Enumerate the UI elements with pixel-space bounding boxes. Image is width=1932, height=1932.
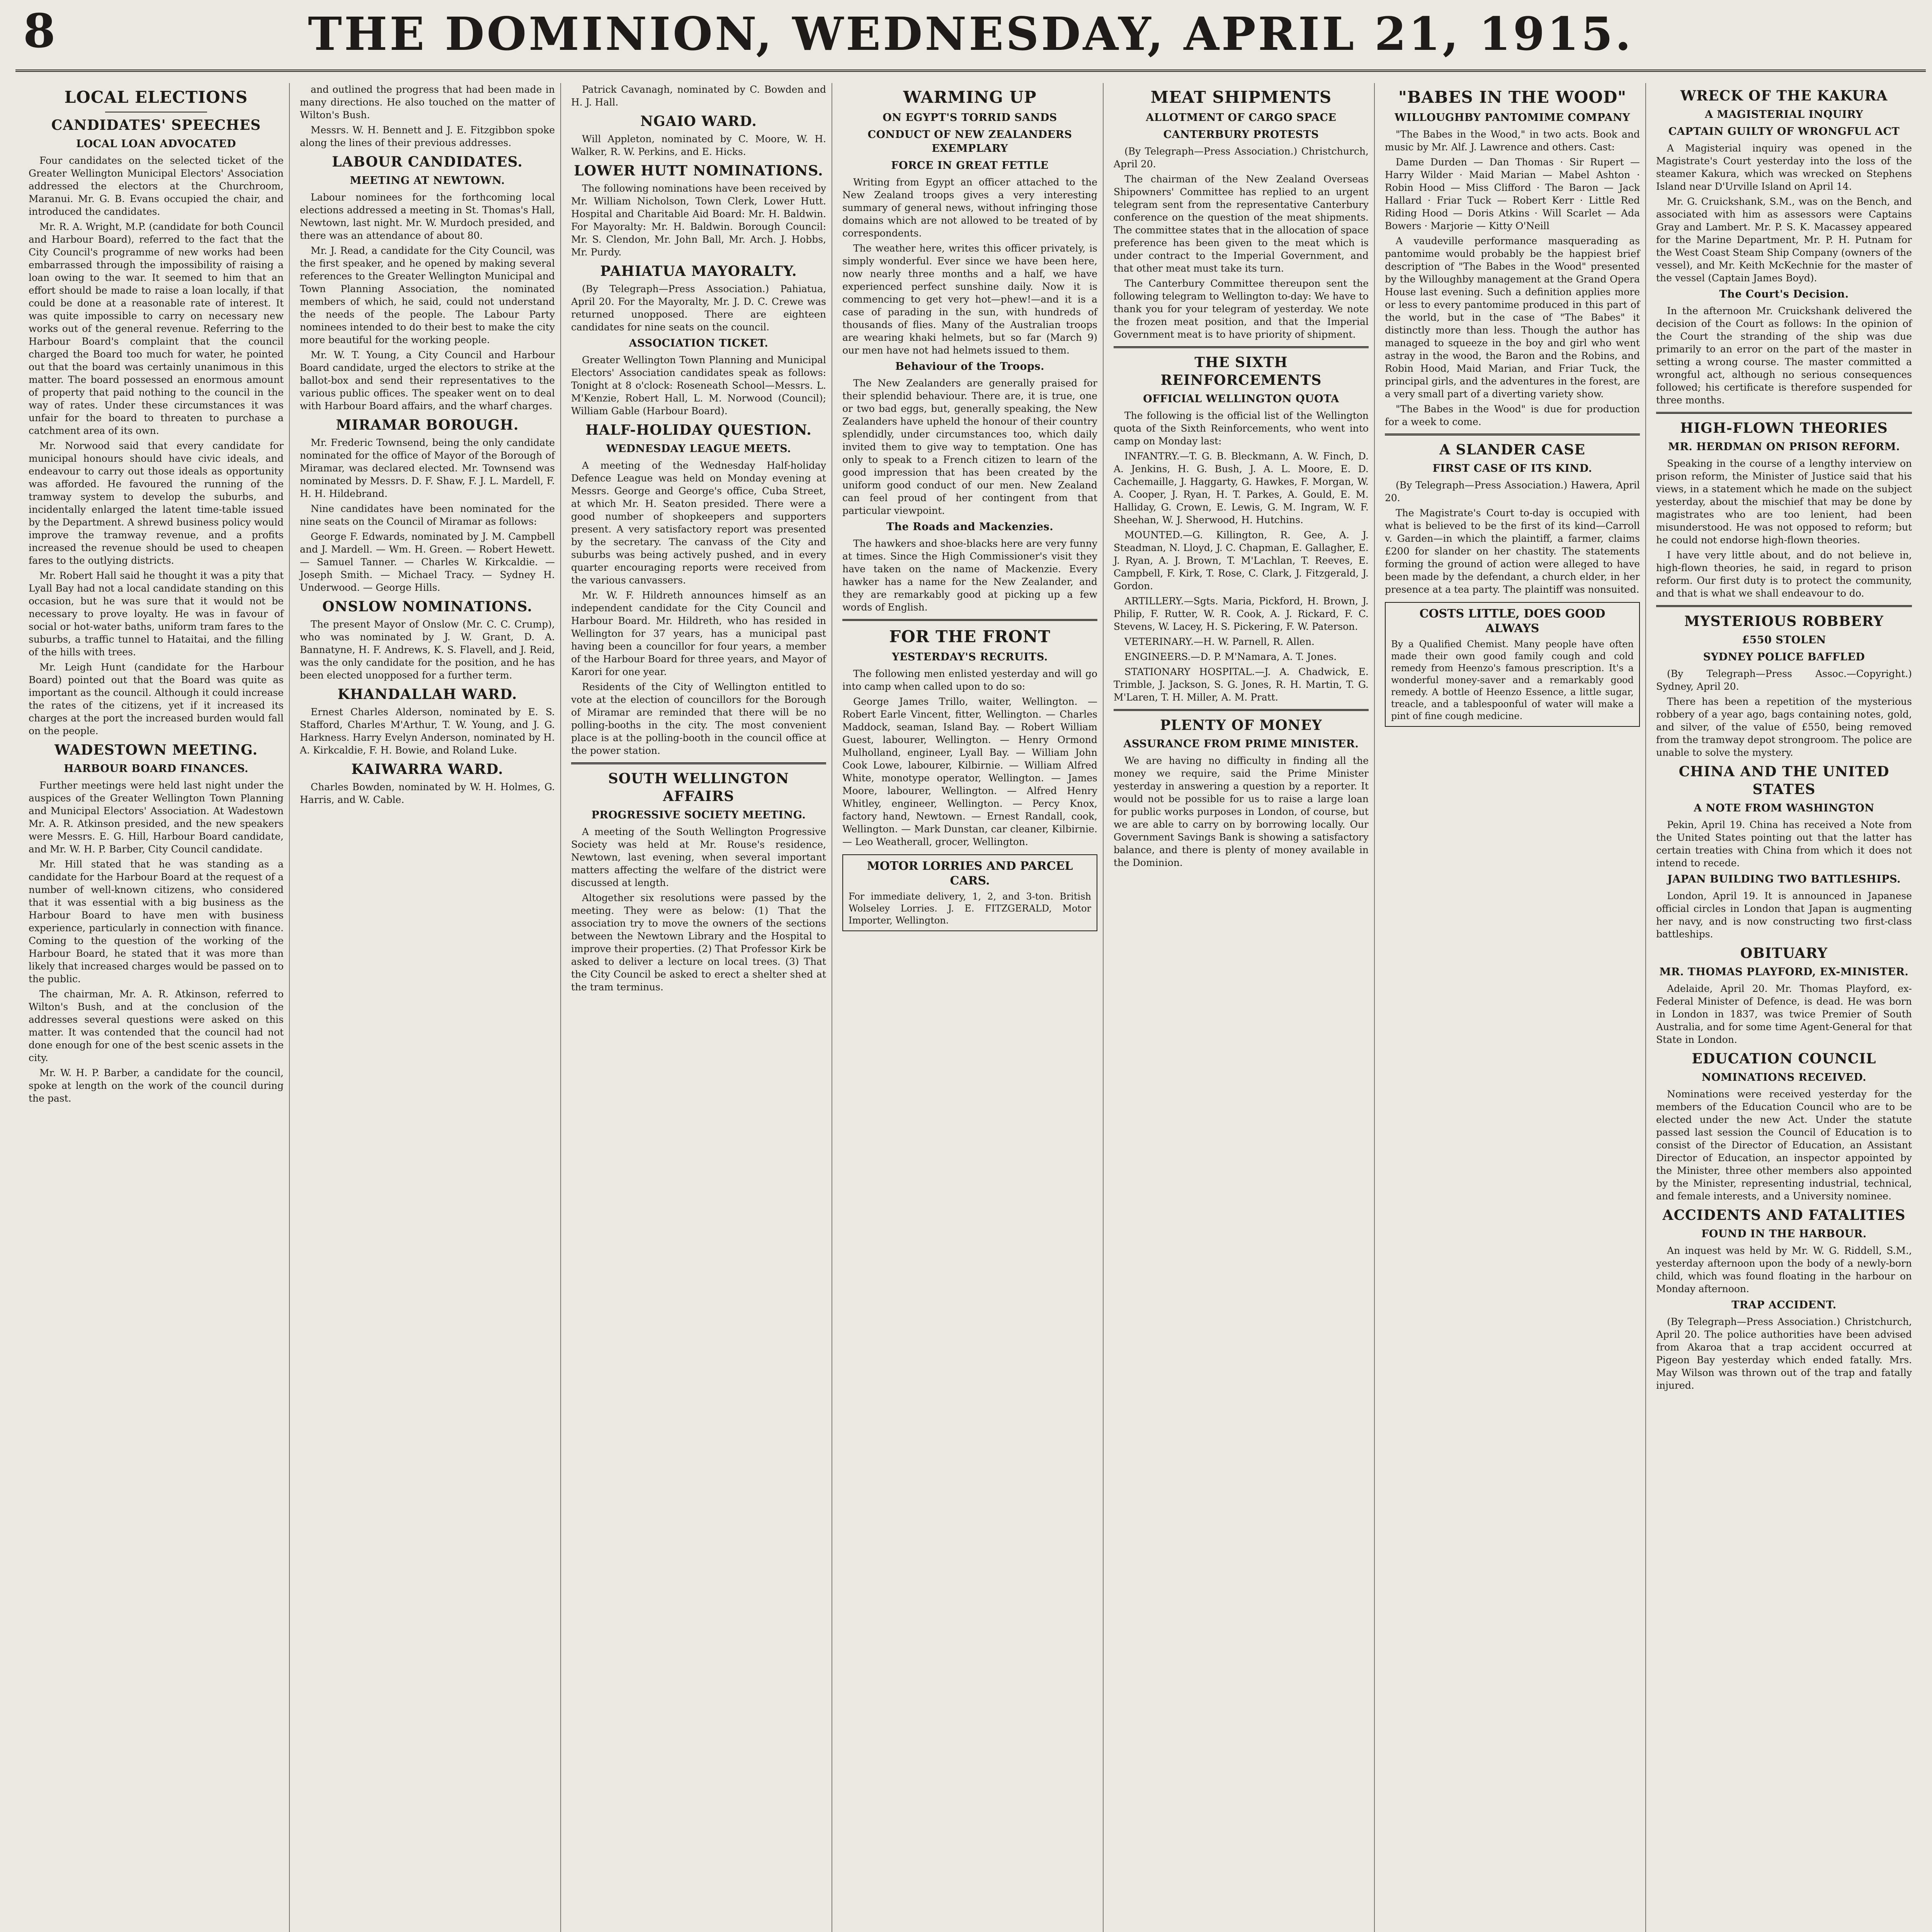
cast-list: Dame Durden — Dan Thomas · Sir Rupert — Harry Wilder · Maid Marian — Mabel Ashton · Robin Hood — Miss Clifford · The Baron — Jack Hallard · Friar Tuck — Robert Kerr · Little Red Riding Hood — Doris Atkins · Will Scarlet — Ada Bowers · Marjorie — Kitty O'Neill — [1385, 156, 1640, 231]
divider — [842, 619, 1097, 621]
roster-infantry: INFANTRY.—T. G. B. Bleckmann, A. W. Finch, D. A. Jenkins, H. G. Bush, J. A. L. Moore, E. D. Cachemaille, J. Haggarty, G. Hawkes, F. Morgan, W. A. Cooper, J. Ryan, H. T. Parkes, A. Gould, E. M. Halliday, G. Crown, E. Lewis, G. M. Ingram, W. F. Sheehan, W. J. Sherwood, H. Hutchins. — [1114, 451, 1369, 526]
subhead-meeting-at-newtown: MEETING AT NEWTOWN. — [350, 175, 505, 187]
article-paragraph: "The Babes in the Wood" is due for production for a week to come. — [1385, 403, 1640, 427]
article-paragraph: The chairman of the New Zealand Overseas Shipowners' Committee has replied to an urgent telegram sent from the representative Canterbury conference on the question of the meat shipments. The committee states that in the allocation of space preference has been given to the meat which is under contract to the Imperial Government, and that other meat must take its turn. — [1114, 173, 1369, 274]
article-paragraph: Pekin, April 19. China has received a Note from the United States pointing out that the latter has certain treaties with China from which it does not intend to recede. — [1656, 819, 1912, 869]
headline-pahiatua-mayoralty: PAHIATUA MAYORALTY. — [600, 263, 797, 279]
roster-veterinary: VETERINARY.—H. W. Parnell, R. Allen. — [1124, 636, 1315, 647]
article-paragraph: Residents of the City of Wellington entitled to vote at the election of councillors for the Borough of Miramar are reminded that there will be no polling-booths in the city. The most convenient place is at the polling-booth in the council office at the power station. — [571, 681, 826, 756]
headline-khandallah-ward: KHANDALLAH WARD. — [337, 686, 517, 702]
headline-meat-shipments: MEAT SHIPMENTS — [1150, 88, 1332, 107]
article-paragraph: An inquest was held by Mr. W. G. Riddell, S.M., yesterday afternoon upon the body of a newly-born child, which was found floating in the harbour on Monday afternoon. — [1656, 1245, 1912, 1294]
headline-obituary: OBITUARY — [1740, 945, 1828, 961]
article-paragraph: "The Babes in the Wood," in two acts. Book and music by Mr. Alf. J. Lawrence and others. Cast: — [1385, 129, 1640, 153]
subhead-association-ticket: ASSOCIATION TICKET. — [629, 337, 769, 349]
article-paragraph: Mr. Leigh Hunt (candidate for the Harbour Board) pointed out that the Board was quite as important as the council. Although it could increase the rates of the citizens, yet if it increased its charges at the port the increased burden would fall on the people. — [29, 662, 284, 736]
headline-slander-case: A SLANDER CASE — [1439, 442, 1585, 458]
subhead-magisterial-inquiry: A MAGISTERIAL INQUIRY — [1705, 109, 1863, 121]
subhead-conduct-exemplary: CONDUCT OF NEW ZEALANDERS EXEMPLARY — [867, 129, 1072, 155]
article-paragraph: A meeting of the South Wellington Progressive Society was held at Mr. Rouse's residence, Newtown, last evening, when several important matters affecting the welfare of the district were discussed at length. — [571, 826, 826, 888]
subhead-great-fettle: FORCE IN GREAT FETTLE — [891, 160, 1049, 172]
article-paragraph: Mr. Frederic Townsend, being the only candidate nominated for the office of Mayor of the Borough of Miramar, was declared elected. Mr. Townsend was nominated by Messrs. D. F. Shaw, F. J. L. Mardell, F. H. H. Hildebrand. — [300, 437, 555, 499]
article-paragraph: Ernest Charles Alderson, nominated by E. S. Stafford, Charles M'Arthur, T. W. Young, and J. G. Harkness. Harry Evelyn Anderson, nominated by H. A. Kirkcaldie, F. H. Bowie, and Roland Luke. — [300, 706, 555, 756]
article-paragraph: A Magisterial inquiry was opened in the Magistrate's Court yesterday into the loss of the steamer Kakura, which was wrecked on Stephens Island near D'Urville Island on April 14. — [1656, 143, 1912, 192]
subhead-thomas-playford: MR. THOMAS PLAYFORD, EX-MINISTER. — [1659, 966, 1909, 978]
article-paragraph: Patrick Cavanagh, nominated by C. Bowden and H. J. Hall. — [571, 84, 826, 108]
subhead-wednesday-league: WEDNESDAY LEAGUE MEETS. — [606, 443, 791, 455]
subhead-trap-accident: TRAP ACCIDENT. — [1731, 1299, 1837, 1311]
roster-engineers: ENGINEERS.—D. P. M'Namara, A. T. Jones. — [1124, 651, 1337, 662]
article-paragraph: The following nominations have been received by Mr. William Nicholson, Town Clerk, Lower Hutt. Hospital and Charitable Aid Board: Mr. H. Baldwin. For Mayoralty: Mr. H. Baldwin. Borough Council: Mr. S. Clendon, Mr. John Ball, Mr. Arch. J. Hobbs, Mr. Purdy. — [571, 183, 826, 258]
column-babes-in-the-wood — [1379, 83, 1646, 1932]
subhead-found-in-harbour: FOUND IN THE HARBOUR. — [1701, 1228, 1867, 1240]
article-paragraph: The following is the official list of the Wellington quota of the Sixth Reinforcements, who went into camp on Monday last: — [1114, 410, 1369, 447]
headline-miramar-borough: MIRAMAR BOROUGH. — [336, 417, 519, 433]
article-paragraph: The following men enlisted yesterday and will go into camp when called upon to do so: — [842, 668, 1097, 692]
column-meat-shipments — [1108, 83, 1375, 1932]
newspaper-title: THE DOMINION, WEDNESDAY, APRIL 21, 1915. — [308, 7, 1634, 61]
article-paragraph: Will Appleton, nominated by C. Moore, W. H. Walker, R. W. Perkins, and E. Hicks. — [571, 133, 826, 157]
article-paragraph: In the afternoon Mr. Cruickshank delivered the decision of the Court as follows: In the opinion of the Court the stranding of the ship was due primarily to an error on the part of the master in setting a wrong course. The master committed a wrongful act, although no serious consequences followed; his certificate is therefore suspended for three months. — [1656, 305, 1912, 406]
headline-mysterious-robbery: MYSTERIOUS ROBBERY — [1684, 613, 1884, 629]
article-paragraph: London, April 19. It is announced in Japanese official circles in London that Japan is augmenting her navy, and is now constructing two first-class battleships. — [1656, 890, 1912, 940]
article-paragraph: Labour nominees for the forthcoming local elections addressed a meeting in St. Thomas's Hall, Newtown, last night. Mr. W. Murdoch presided, and there was an attendance of about 80. — [300, 192, 555, 241]
article-paragraph: Mr. Robert Hall said he thought it was a pity that Lyall Bay had not a local candidate standing on this occasion, but he was sure that it would not be necessary to prove loyalty. He was in favour of social or hot-water baths, uniform tram fares to the suburbs, a traffic tunnel to Hataitai, and the filling of the hills with trees. — [29, 570, 284, 658]
article-paragraph: (By Telegraph—Press Association.) Christchurch, April 20. The police authorities have been advised from Akaroa that a trap accident occurred at Pigeon Bay yesterday which ended fatally. Mrs. May Wilson was thrown out of the trap and fatally injured. — [1656, 1316, 1912, 1391]
recruit-list: George James Trillo, waiter, Wellington. — Robert Earle Vincent, fitter, Wellington. — Charles Maddock, seaman, Island Bay. — Robert William Guest, labourer, Wellington. — Henry Ormond Mulholland, engineer, Lyall Bay. — William John Cook Lowe, labourer, Kilbirnie. — William Alfred White, monotype operator, Wellington. — James Moore, labourer, Wellington. — Alfred Henry Whitley, engineer, Wellington. — Percy Knox, factory hand, Newtown. — Ernest Randall, cook, Wellington. — Mark Dunstan, car cleaner, Kilbirnie. — Leo Weatherall, grocer, Wellington. — [842, 696, 1097, 847]
column-wreck-and-robbery — [1651, 83, 1917, 1932]
subhead-captain-guilty: CAPTAIN GUILTY OF WRONGFUL ACT — [1668, 126, 1900, 138]
article-paragraph: Writing from Egypt an officer attached to the New Zealand troops gives a very interesting summary of general news, without infringing those domains which are not allowed to be treated of by correspondents. — [842, 177, 1097, 239]
headline-kaiwarra-ward: KAIWARRA WARD. — [351, 761, 503, 777]
article-paragraph: Mr. W. T. Young, a City Council and Harbour Board candidate, urged the electors to strike at the ballot-box and send their representatives to the various public offices. The speaker went on to deal with Harbour Board affairs, and the wharf charges. — [300, 349, 555, 412]
nominee-list: George F. Edwards, nominated by J. M. Campbell and J. Mardell. — Wm. H. Green. — Robert Hewett. — Samuel Tanner. — Charles W. Kirkcaldie. — Joseph Smith. — Michael Tracy. — Sydney H. Underwood. — George Hills. — [300, 531, 555, 593]
article-paragraph: The present Mayor of Onslow (Mr. C. C. Crump), who was nominated by J. W. Grant, D. A. Bannatyne, H. F. Andrews, K. S. Flavell, and J. Reid, was the only candidate for the position, and he has been elected unopposed for a further term. — [300, 619, 555, 681]
article-paragraph: The Magistrate's Court to-day is occupied with what is believed to be the first of its kind—Carroll v. Garden—in which the plaintiff, a farmer, claims £200 for slander on her chastity. The statements forming the ground of action were alleged to have been made by the defendant, a church elder, in her presence at a tea party. The plaintiff was nonsuited. — [1385, 507, 1640, 595]
subhead-egypt-sands: ON EGYPT'S TORRID SANDS — [883, 112, 1057, 124]
article-paragraph: The chairman, Mr. A. R. Atkinson, referred to Wilton's Bush, and at the conclusion of the addresses several questions were asked on this matter. It was contended that the council had not done enough for one of the best scenic assets in the city. — [29, 988, 284, 1063]
divider — [571, 762, 826, 764]
article-paragraph: Mr. J. Read, a candidate for the City Council, was the first speaker, and he opened by making several references to the Greater Wellington Municipal and Town Planning Association, the nominated members of which, he said, could not understand the needs of the people. The Labour Party nominees intended to do their best to make the city more beautiful for the working people. — [300, 245, 555, 345]
headline-china-united-states: CHINA AND THE UNITED STATES — [1679, 764, 1889, 798]
divider — [1114, 709, 1369, 711]
article-paragraph: and outlined the progress that had been made in many directions. He also touched on the matter of Wilton's Bush. — [300, 84, 555, 121]
headline-south-wellington: SOUTH WELLINGTON AFFAIRS — [608, 770, 789, 804]
column-grid — [23, 83, 1918, 1932]
article-paragraph: Altogether six resolutions were passed by the meeting. They were as below: (1) That the association try to move the owners of the sections between the Newtown Library and the Hospital to improve their properties. (2) That Professor Kirk be asked to deliver a lecture on local trees. (3) That the City Council be asked to erect a shelter shed at the tram terminus. — [571, 892, 826, 993]
roster-artillery: ARTILLERY.—Sgts. Maria, Pickford, H. Brown, J. Philip, F. Rutter, W. R. Cook, A. J. Rickard, F. C. Stevens, W. Lacey, H. S. Pickering, F. W. Paterson. — [1114, 595, 1369, 632]
column-labour-candidates — [294, 83, 561, 1932]
headline-wreck-of-kakura: WRECK OF THE KAKURA — [1680, 88, 1888, 104]
article-paragraph: Nominations were received yesterday for the members of the Education Council who are to be elected under the new Act. Under the statute passed last session the Council of Education is to consist of the Director of Education, an Assistant Director of Education, an inspector appointed by the Minister, three other members also appointed by the Minister, representing industrial, technical, and female interests, and a University nominee. — [1656, 1088, 1912, 1202]
subhead-550-stolen: £550 STOLEN — [1742, 634, 1826, 646]
dateline: (By Telegraph—Press Association.) Hawera, April 20. — [1385, 480, 1640, 503]
headline-babes-in-the-wood: "BABES IN THE WOOD" — [1398, 88, 1627, 107]
article-paragraph: (By Telegraph—Press Association.) Pahiatua, April 20. For the Mayoralty, Mr. J. D. C. Crewe was returned unopposed. There are eighteen candidates for nine seats on the council. — [571, 283, 826, 333]
headline-sixth-reinforcements: THE SIXTH REINFORCEMENTS — [1160, 354, 1322, 388]
subhead-progressive-society: PROGRESSIVE SOCIETY MEETING. — [591, 809, 806, 821]
subhead-wellington-quota: OFFICIAL WELLINGTON QUOTA — [1143, 393, 1339, 405]
dateline: (By Telegraph—Press Association.) Christchurch, April 20. — [1114, 146, 1369, 170]
divider — [1385, 434, 1640, 435]
subhead-japan-battleships: JAPAN BUILDING TWO BATTLESHIPS. — [1667, 873, 1901, 885]
article-paragraph: There has been a repetition of the mysterious robbery of a year ago, bags containing notes, gold, and silver, of the value of £550, being removed from the tramway depot strongroom. The police are unable to solve the mystery. — [1656, 696, 1912, 758]
subhead-roads-mackenzies: The Roads and Mackenzies. — [886, 521, 1054, 533]
headline-for-the-front: FOR THE FRONT — [889, 627, 1051, 646]
divider — [1656, 412, 1912, 414]
subhead-nominations-received: NOMINATIONS RECEIVED. — [1701, 1071, 1867, 1083]
article-paragraph: Mr. Norwood said that every candidate for municipal honours should have civic ideals, and endeavour to carry out those ideals as opportunity was afforded. He favoured the running of the tramway system to develop the suburbs, and incidentally enlarged the latent time-table issued by the Department. A shrewd business policy would improve the tramway revenue, and a profits increased the revenue should be used to cheapen fares to the outlying districts. — [29, 440, 284, 566]
page-number: 8 — [23, 4, 56, 58]
article-paragraph: Greater Wellington Town Planning and Municipal Electors' Association candidates speak as follows: Tonight at 8 o'clock: Roseneath School—Messrs. L. M'Kenzie, Robert Hall, L. M. Norwood (Council); William Gable (Harbour Board). — [571, 354, 826, 417]
ad-heading: COSTS LITTLE, DOES GOOD ALWAYS — [1419, 607, 1605, 635]
subhead-behaviour-of-troops: Behaviour of the Troops. — [895, 361, 1044, 372]
article-paragraph: Messrs. W. H. Bennett and J. E. Fitzgibbon spoke along the lines of their previous addresses. — [300, 124, 555, 148]
headline-half-holiday: HALF-HOLIDAY QUESTION. — [585, 422, 812, 438]
article-paragraph: Nine candidates have been nominated for the nine seats on the Council of Miramar as follows: — [300, 503, 555, 527]
headline-education-council: EDUCATION COUNCIL — [1692, 1051, 1876, 1067]
headline-wadestown-meeting: WADESTOWN MEETING. — [54, 742, 258, 758]
article-paragraph: Mr. G. Cruickshank, S.M., was on the Bench, and associated with him as assessors were Captains Gray and Lambert. Mr. P. S. K. Macassey appeared for the Marine Department, Mr. P. H. Putnam for the West Coast Steam Ship Company (owners of the vessel), and Mr. Keith McKechnie for the master of the vessel (Captain James Boyd). — [1656, 196, 1912, 284]
article-paragraph: I have very little about, and do not believe in, high-flown theories, he said, in regard to prison reform. Our first duty is to protect the community, and that is what we shall endeavour to do. — [1656, 549, 1912, 599]
subhead-willoughby-company: WILLOUGHBY PANTOMIME COMPANY — [1395, 112, 1630, 124]
advertisement-cough-syrup — [1385, 602, 1640, 727]
article-paragraph: Speaking in the course of a lengthy interview on prison reform, the Minister of Justice said that his views, in a statement which he made on the subject yesterday, about the mischief that may be done by magistrates who are too lenient, had been misunderstood. He was not opposed to reform; but he could not endorse high-flown theories. — [1656, 458, 1912, 546]
headline-labour-candidates: LABOUR CANDIDATES. — [332, 154, 523, 170]
subhead-canterbury-protests: CANTERBURY PROTESTS — [1163, 129, 1319, 141]
column-ward-nominations — [566, 83, 832, 1932]
roster-mounted: MOUNTED.—G. Killington, R. Gee, A. J. Steadman, N. Lloyd, J. C. Chapman, E. Gallagher, E. J. Ryan, A. J. Brown, T. M'Lachlan, T. Reeves, E. Campbell, F. Kirk, T. Rose, C. Clark, J. Fitzgerald, J. Gordon. — [1114, 529, 1369, 592]
headline-accidents-fatalities: ACCIDENTS AND FATALITIES — [1662, 1207, 1906, 1223]
column-local-elections — [23, 83, 290, 1932]
headline-local-elections: LOCAL ELECTIONS — [64, 88, 248, 107]
ad-body: By a Qualified Chemist. Many people have often made their own good family cough and cold remedy from Heenzo's famous prescription. It's a wonderful money-saver and a remarkably good remedy. A bottle of Heenzo Essence, a little sugar, treacle, and a tablespoonful of water will make a pint of fine cough medicine. — [1391, 639, 1634, 721]
headline-lower-hutt: LOWER HUTT NOMINATIONS. — [574, 163, 823, 179]
subhead-yesterdays-recruits: YESTERDAY'S RECRUITS. — [892, 651, 1048, 663]
column-warming-up — [837, 83, 1104, 1932]
article-paragraph: Adelaide, April 20. Mr. Thomas Playford, ex-Federal Minister of Defence, is dead. He was born in London in 1837, was twice Premier of South Australia, and for some time Agent-General for that State in London. — [1656, 983, 1912, 1045]
subhead-note-washington: A NOTE FROM WASHINGTON — [1694, 802, 1874, 814]
headline-ngaio-ward: NGAIO WARD. — [640, 113, 757, 129]
headline-warming-up: WARMING UP — [903, 88, 1037, 107]
article-paragraph: Mr. R. A. Wright, M.P. (candidate for both Council and Harbour Board), referred to the fact that the City Council's programme of new works had been embarrassed through the impossibility of raising a loan owing to the war. It seemed to him that an effort should be made to raise a loan locally, if that could be done at a reasonable rate of interest. It was quite impossible to carry on necessary new works out of the general revenue. Referring to the Harbour Board's complaint that the council charged the Board too much for water, he pointed out that the board was certainly unanimous in this matter. The board possessed an enormous amount of property that paid nothing to the council in the way of rates. Under these circumstances it was unfair for the board to threaten to purchase a catchment area of its own. — [29, 221, 284, 436]
article-paragraph: The New Zealanders are generally praised for their splendid behaviour. There are, it is true, one or two bad eggs, but, generally speaking, the New Zealanders have upheld the honour of their country splendidly, under circumstances too, which daily invited them to give way to temptation. One has only to speak to a French citizen to learn of the good impression that has been created by the uniform good conduct of our men. New Zealand can feel proud of her contingent from that particular viewpoint. — [842, 378, 1097, 516]
headline-plenty-of-money: PLENTY OF MONEY — [1160, 717, 1322, 733]
article-paragraph: Four candidates on the selected ticket of the Greater Wellington Municipal Electors' Association addressed the electors at the Churchroom, Maranui. Mr. G. B. Evans occupied the chair, and introduced the candidates. — [29, 155, 284, 217]
subhead-sydney-police: SYDNEY POLICE BAFFLED — [1703, 651, 1865, 663]
subhead-local-loan: LOCAL LOAN ADVOCATED — [76, 138, 236, 150]
headline-onslow-nominations: ONSLOW NOMINATIONS. — [322, 599, 532, 615]
article-paragraph: The Canterbury Committee thereupon sent the following telegram to Wellington to-day: We have to thank you for your telegram of yesterday. We note the frozen meat position, and that the Imperial Government meat is to have priority of shipment. — [1114, 278, 1369, 340]
divider — [1114, 346, 1369, 348]
article-paragraph: The weather here, writes this officer privately, is simply wonderful. Ever since we have been here, now nearly three months and a half, we have experienced perfect sunshine daily. Now it is commencing to get very hot—phew!—and it is a case of parading in the sun, with hundreds of thousands of flies. Many of the Australian troops are wearing khaki helmets, but so far (March 9) our men have not had helmets issued to them. — [842, 243, 1097, 356]
subhead-prime-minister: ASSURANCE FROM PRIME MINISTER. — [1123, 738, 1359, 750]
article-paragraph: Further meetings were held last night under the auspices of the Greater Wellington Town Planning and Municipal Electors' Association. At Wadestown Mr. A. R. Atkinson presided, and the new speakers were Messrs. E. G. Hill, Harbour Board candidate, and Mr. W. H. P. Barber, City Council candidate. — [29, 780, 284, 855]
article-paragraph: Mr. W. F. Hildreth announces himself as an independent candidate for the City Council and Harbour Board. Mr. Hildreth, who has resided in Wellington for 37 years, has a municipal past having been a councillor for four years, a member of the Harbour Board for three years, and Mayor of Karori for one year. — [571, 590, 826, 677]
subhead-harbour-board-finances: HARBOUR BOARD FINANCES. — [64, 763, 248, 775]
article-paragraph: Mr. W. H. P. Barber, a candidate for the council, spoke at length on the work of the council during the past. — [29, 1067, 284, 1104]
roster-hospital: STATIONARY HOSPITAL.—J. A. Chadwick, E. Trimble, J. Jackson, S. G. Jones, R. H. Martin, T. G. M'Laren, T. H. Miller, A. M. Pratt. — [1114, 666, 1369, 703]
masthead — [15, 0, 1926, 72]
subhead-herdman-prison-reform: MR. HERDMAN ON PRISON REFORM. — [1668, 441, 1900, 453]
article-paragraph: A meeting of the Wednesday Half-holiday Defence League was held on Monday evening at Messrs. George and George's office, Cuba Street, at which Mr. H. Seaton presided. There were a good number of shopkeepers and supporters present. A very satisfactory report was presented by the secretary. The canvass of the City and suburbs was being actively pushed, and in every quarter encouraging reports were received from the various canvassers. — [571, 460, 826, 586]
ad-body: For immediate delivery, 1, 2, and 3-ton. British Wolseley Lorries. J. E. FITZGERALD, Motor Importer, Wellington. — [849, 891, 1091, 926]
article-paragraph: A vaudeville performance masquerading as pantomime would probably be the happiest brief description of "The Babes in the Wood" presented by the Willoughby management at the Grand Opera House last evening. Such a definition applies more or less to every pantomime produced in this part of the world, but in the case of "The Babes" it distinctly more than less. Though the author has managed to squeeze in the boy and girl who went astray in the wood, the Baron and the Robins, and Robin Hood, Maid Marian, and Friar Tuck, the principal girls, and the adventures in the forest, are a very small part of a diverting variety show. — [1385, 235, 1640, 400]
divider — [1656, 605, 1912, 607]
subhead-first-case: FIRST CASE OF ITS KIND. — [1432, 463, 1592, 474]
headline-candidates-speeches: CANDIDATES' SPEECHES — [51, 117, 261, 133]
article-paragraph: The hawkers and shoe-blacks here are very funny at times. Since the High Commissioner's visit they have taken on the name of Mackenzie. Every hawker has a name for the New Zealander, and they are remarkably good at picking up a few words of English. — [842, 538, 1097, 613]
advertisement-motor-lorries — [842, 854, 1097, 931]
ad-heading: MOTOR LORRIES AND PARCEL CARS. — [867, 859, 1073, 888]
subhead-cargo-space: ALLOTMENT OF CARGO SPACE — [1146, 112, 1337, 124]
article-paragraph: We are having no difficulty in finding all the money we require, said the Prime Minister yesterday in answering a question by a reporter. It would not be possible for us to raise a large loan for public works purposes in London, of course, but we are able to carry on by borrowing locally. Our Government Savings Bank is showing a satisfactory balance, and there is plenty of money available in the Dominion. — [1114, 755, 1369, 868]
article-paragraph: Mr. Hill stated that he was standing as a candidate for the Harbour Board at the request of a number of well-known citizens, who considered that it was essential with a big business as the Harbour Board to have men with business experience, particularly in connection with finance. Coming to the question of the working of the Harbour Board, he stated that it was more than likely that increased charges would be passed on to the public. — [29, 859, 284, 985]
article-paragraph: Charles Bowden, nominated by W. H. Holmes, G. Harris, and W. Cable. — [300, 781, 555, 805]
dateline: (By Telegraph—Press Assoc.—Copyright.) Sydney, April 20. — [1656, 668, 1912, 692]
headline-high-flown-theories: HIGH-FLOWN THEORIES — [1680, 420, 1888, 436]
subhead-courts-decision: The Court's Decision. — [1719, 288, 1849, 300]
